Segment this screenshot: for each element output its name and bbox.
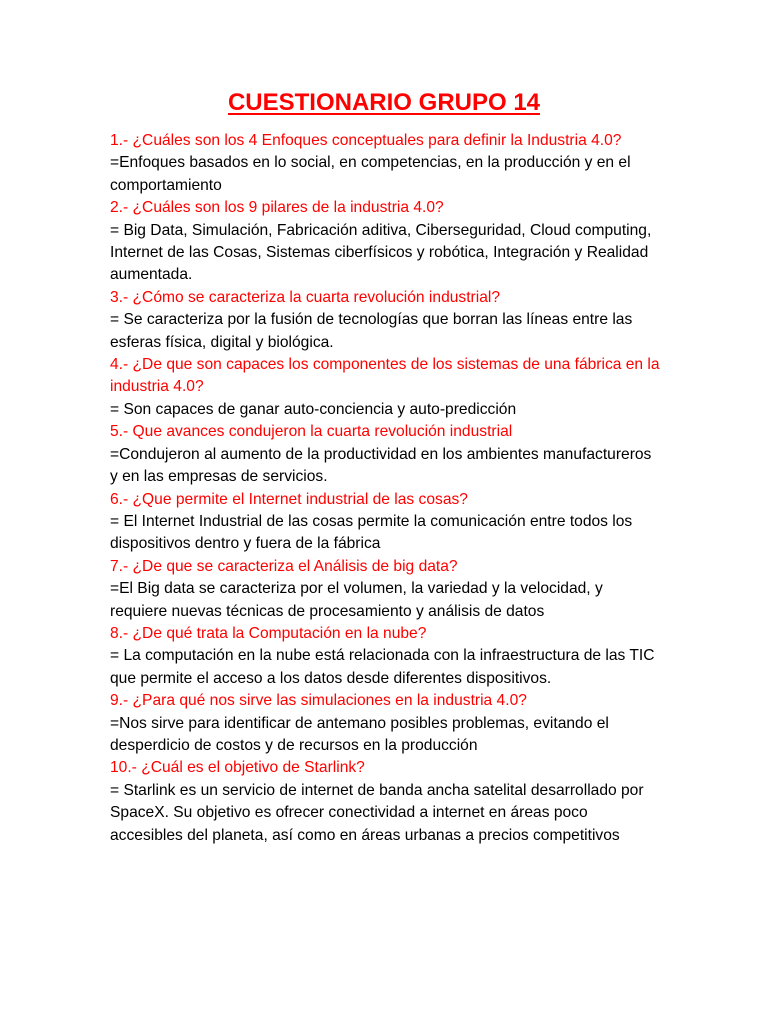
answer-4: = Son capaces de ganar auto-conciencia y auto-predicción xyxy=(110,400,517,418)
question-4: 4.- ¿De que son capaces los componentes de los sistemas de una fábrica en la industria 4.0? xyxy=(110,356,660,396)
answer-10: = Starlink es un servicio de internet de banda ancha satelital desarrollado por SpaceX. Su objetivo es ofrecer conectividad a internet en áreas poco accesibles del planeta, así como en áreas urbanas a precios competitivos xyxy=(110,781,644,844)
question-6: 6.- ¿Que permite el Internet industrial de las cosas? xyxy=(110,490,468,508)
answer-5: =Condujeron al aumento de la productividad en los ambientes manufactureros y en las empresas de servicios. xyxy=(110,445,652,486)
answer-3: = Se caracteriza por la fusión de tecnologías que borran las líneas entre las esferas física, digital y biológica. xyxy=(110,311,633,351)
answer-8: = La computación en la nube está relacionada con la infraestructura de las TIC que permite el acceso a los datos desde diferentes dispositivos. xyxy=(110,647,655,687)
answer-1: =Enfoques basados en lo social, en competencias, en la producción y en el comportamiento xyxy=(110,154,631,194)
question-9: 9.- ¿Para qué nos sirve las simulaciones en la industria 4.0? xyxy=(110,692,527,710)
questionnaire xyxy=(110,130,660,847)
document-title: CUESTIONARIO GRUPO 14 xyxy=(227,89,541,116)
question-8: 8.- ¿De qué trata la Computación en la nube? xyxy=(110,624,427,642)
answer-7: =El Big data se caracteriza por el volumen, la variedad y la velocidad, y requiere nuevas técnicas de procesamiento y análisis de datos xyxy=(110,580,603,620)
answer-9: =Nos sirve para identificar de antemano posibles problemas, evitando el desperdicio de costos y de recursos en la producción xyxy=(110,714,609,754)
answer-6: = El Internet Industrial de las cosas permite la comunicación entre todos los dispositivos dentro y fuera de la fábrica xyxy=(110,512,633,553)
question-3: 3.- ¿Cómo se caracteriza la cuarta revolución industrial? xyxy=(110,288,501,306)
question-10: 10.- ¿Cuál es el objetivo de Starlink? xyxy=(110,759,365,777)
answer-2: = Big Data, Simulación, Fabricación aditiva, Ciberseguridad, Cloud computing, Internet de las Cosas, Sistemas ciberfísicos y robótica, Integración y Realidad aumentada. xyxy=(110,221,652,284)
question-5: 5.- Que avances condujeron la cuarta revolución industrial xyxy=(110,423,513,441)
question-7: 7.- ¿De que se caracteriza el Análisis de big data? xyxy=(110,557,458,575)
question-1: 1.- ¿Cuáles son los 4 Enfoques conceptuales para definir la Industria 4.0? xyxy=(110,132,622,149)
question-2: 2.- ¿Cuáles son los 9 pilares de la industria 4.0? xyxy=(110,199,444,217)
